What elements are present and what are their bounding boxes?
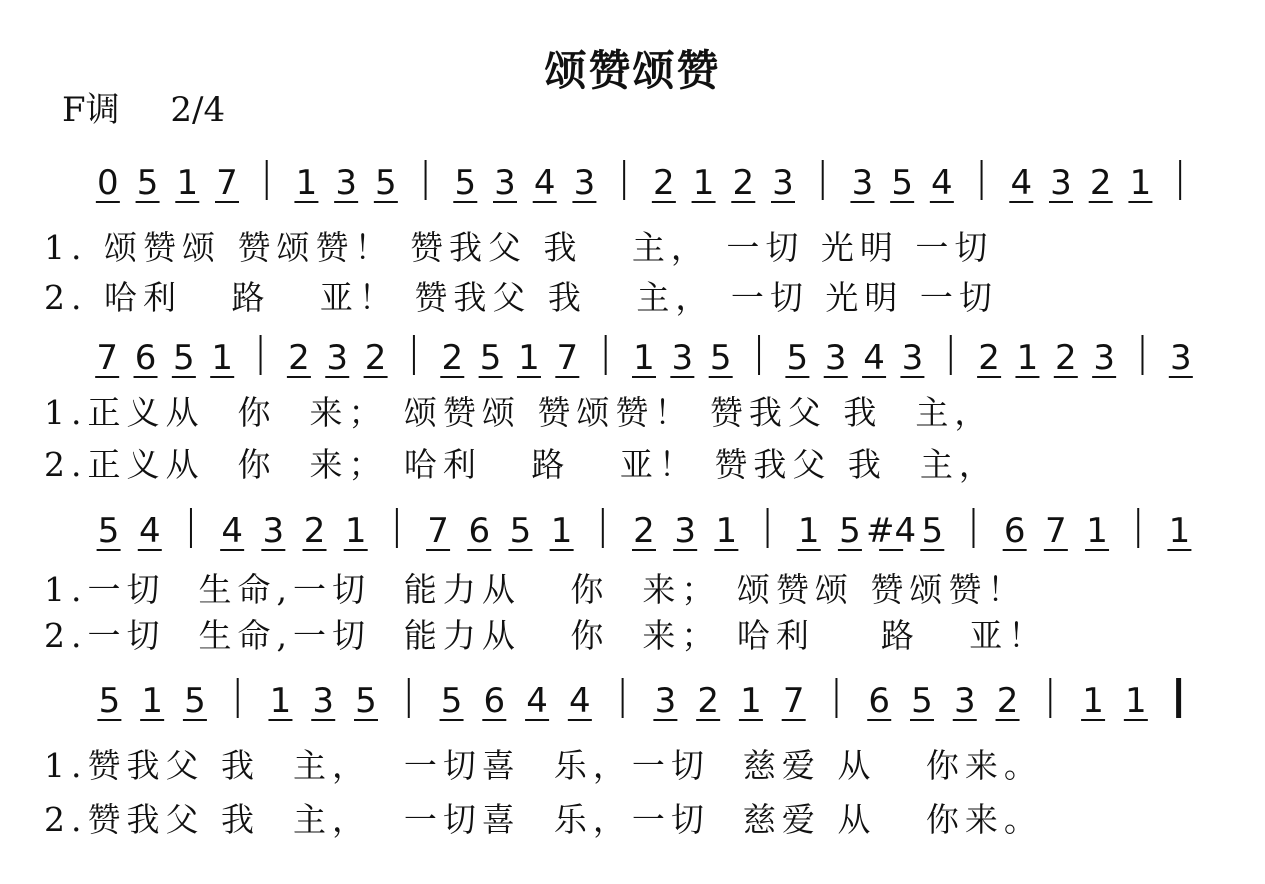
note: 3 <box>262 511 285 551</box>
note: 5 <box>911 681 933 721</box>
note: 4 <box>863 338 885 378</box>
note: 3 <box>674 511 697 551</box>
note: 2 <box>697 681 719 721</box>
note: 1 <box>1129 163 1152 203</box>
note: 1 <box>176 163 199 203</box>
note: 6 <box>134 338 157 378</box>
note: 1 <box>1086 511 1108 551</box>
lyric-verse-1: 1.正义从 你 来； 颂赞颂 赞颂赞！ 赞我父 我 主， <box>44 393 994 432</box>
lyric-verse-2: 2.赞我父 我 主， 一切喜 乐，一切 慈爱 从 你来。 <box>44 800 1043 839</box>
note: 5 <box>136 163 159 203</box>
note: 2 <box>441 338 464 378</box>
note: 1 <box>1125 681 1147 721</box>
note: 2 <box>1089 163 1112 203</box>
note: 1 <box>344 511 367 551</box>
note: 3 <box>953 681 976 721</box>
note: 1 <box>211 338 234 378</box>
note: 2 <box>364 338 387 378</box>
note: 2 <box>978 338 1000 378</box>
note: 5 <box>709 338 732 378</box>
note: 1 <box>550 511 573 551</box>
note: 3 <box>573 163 596 203</box>
note: 4 <box>138 511 161 551</box>
note: 1 <box>269 681 292 721</box>
notation-line-2 <box>0 325 1265 395</box>
note: 4 <box>569 681 591 721</box>
note: 3 <box>335 163 357 203</box>
note: 2 <box>996 681 1019 721</box>
note: 7 <box>427 511 449 551</box>
note: 5 <box>454 163 477 203</box>
note: 4 <box>533 163 556 203</box>
lyric-verse-1: 1. 颂赞颂 赞颂赞！ 赞我父 我 主， 一切 光明 一切 <box>44 228 994 267</box>
note: 2 <box>288 338 310 378</box>
time-signature: 2/4 <box>170 90 226 130</box>
note: 3 <box>654 681 677 721</box>
note: 5 <box>375 163 397 203</box>
note: 5 <box>97 511 120 551</box>
note: 6 <box>868 681 891 721</box>
note: 5 <box>509 511 532 551</box>
note: 1 <box>797 511 820 551</box>
note: 7 <box>1045 511 1067 551</box>
note: 1 <box>141 681 163 721</box>
note: 7 <box>216 163 238 203</box>
note: 1 <box>518 338 540 378</box>
note: 5 <box>891 163 913 203</box>
lyric-verse-2: 2. 哈利 路 亚！ 赞我父 我 主， 一切 光明 一切 <box>44 278 998 317</box>
note: 5 <box>479 338 502 378</box>
note: 1 <box>692 163 715 203</box>
notation-line-1 <box>0 150 1265 220</box>
key-label: F调 <box>62 90 120 130</box>
note: 7 <box>782 681 805 721</box>
lyric-verse-1: 1.赞我父 我 主， 一切喜 乐，一切 慈爱 从 你来。 <box>44 746 1043 785</box>
note: 2 <box>653 163 675 203</box>
note: 2 <box>1054 338 1077 378</box>
notation-line-3 <box>0 498 1265 568</box>
note: 5 <box>786 338 809 378</box>
note: 5 <box>839 511 861 551</box>
note: 0 <box>97 163 119 203</box>
note: 3 <box>772 163 794 203</box>
note: 1 <box>1168 511 1191 551</box>
note: 5 <box>184 681 206 721</box>
note: 1 <box>633 338 655 378</box>
note: 3 <box>901 338 924 378</box>
note: 3 <box>494 163 516 203</box>
note: 1 <box>1082 681 1104 721</box>
lyric-verse-2: 2.正义从 你 来； 哈利 路 亚！ 赞我父 我 主， <box>44 445 998 484</box>
song-title: 颂赞颂赞 <box>544 46 721 95</box>
note: 6 <box>1003 511 1026 551</box>
note: 5 <box>355 681 377 721</box>
note: 1 <box>740 681 762 721</box>
note: 3 <box>1050 163 1072 203</box>
lyric-verse-2: 2.一切 生命,一切 能力从 你 来； 哈利 路 亚！ <box>44 616 1048 655</box>
note: 6 <box>468 511 491 551</box>
note: 3 <box>326 338 349 378</box>
note: 4 <box>1010 163 1033 203</box>
note: 1 <box>715 511 738 551</box>
note: 3 <box>312 681 335 721</box>
note: 1 <box>295 163 318 203</box>
note: 7 <box>556 338 579 378</box>
note: 2 <box>732 163 755 203</box>
note: 6 <box>483 681 506 721</box>
note: 5 <box>440 681 463 721</box>
lyric-verse-1: 1.一切 生命,一切 能力从 你 来； 颂赞颂 赞颂赞！ <box>44 570 1027 609</box>
note: 5 <box>98 681 121 721</box>
note: #4 <box>866 511 917 551</box>
note: 3 <box>824 338 847 378</box>
note: 3 <box>671 338 694 378</box>
note: 4 <box>526 681 548 721</box>
note: 4 <box>931 163 953 203</box>
note: 3 <box>1093 338 1115 378</box>
note: 5 <box>173 338 195 378</box>
note: 2 <box>303 511 326 551</box>
note: 1 <box>1016 338 1039 378</box>
note: 3 <box>851 163 874 203</box>
key-signature <box>62 82 265 131</box>
note: 2 <box>633 511 655 551</box>
notation-line-4 <box>0 668 1265 738</box>
note: 5 <box>921 511 944 551</box>
note: 4 <box>221 511 243 551</box>
note: 7 <box>96 338 118 378</box>
note: 3 <box>1170 338 1192 378</box>
